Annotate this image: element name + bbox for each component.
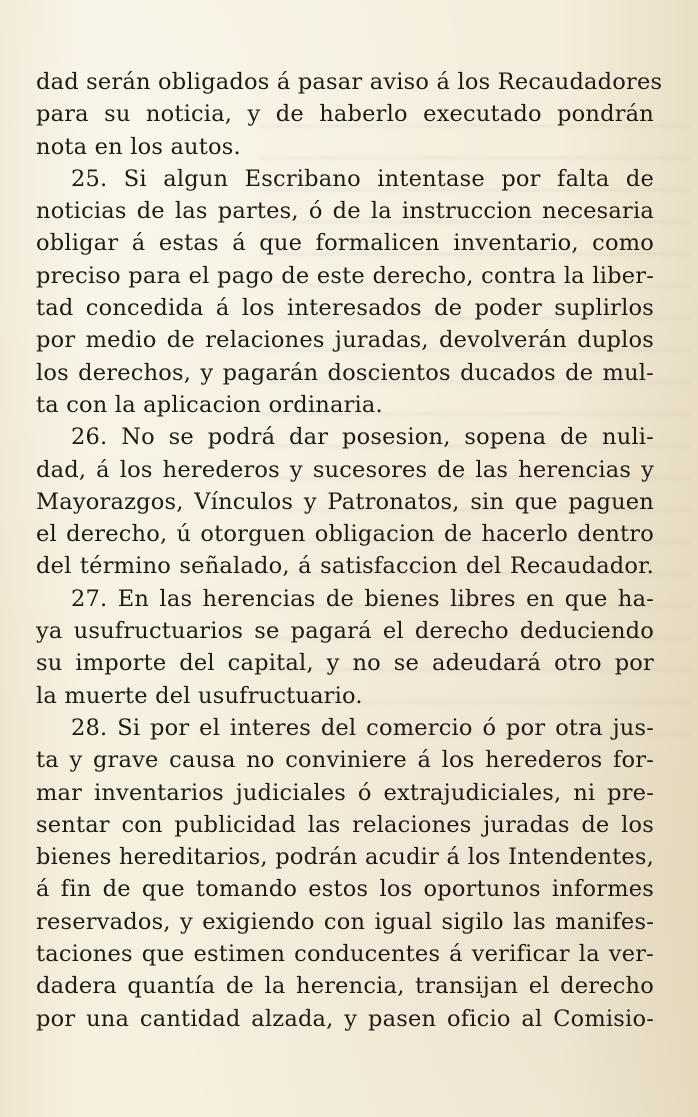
text-line: nota en los autos. xyxy=(36,133,241,160)
page-body-text xyxy=(36,66,663,1035)
text-line: del término señalado, á satisfaccion del Recaudador. xyxy=(36,553,654,580)
text-line: para su noticia, y de haberlo executado pondrán xyxy=(36,101,654,128)
text-line: taciones que estimen conducentes á verificar la ver- xyxy=(36,941,654,968)
text-line: por una cantidad alzada, y pasen oficio al Comisio- xyxy=(36,1005,654,1032)
text-line: ta y grave causa no conviniere á los herederos for- xyxy=(36,747,654,774)
text-line: ta con la aplicacion ordinaria. xyxy=(36,391,383,418)
text-line: noticias de las partes, ó de la instruccion necesaria xyxy=(36,198,654,225)
text-line: bienes hereditarios, podrán acudir á los Intendentes, xyxy=(36,844,654,871)
text-line: á fin de que tomando estos los oportunos informes xyxy=(36,876,654,903)
text-line: la muerte del usufructuario. xyxy=(36,682,363,709)
text-line: tad concedida á los interesados de poder suplirlos xyxy=(36,295,654,322)
text-line: el derecho, ú otorguen obligacion de hacerlo dentro xyxy=(36,521,654,548)
paragraph-25-first-line: 25. Si algun Escribano intentase por falta de xyxy=(71,165,654,192)
text-line: los derechos, y pagarán doscientos ducados de mul- xyxy=(36,359,654,386)
text-line: reservados, y exigiendo con igual sigilo las manifes- xyxy=(36,908,654,935)
text-line: su importe del capital, y no se adeudará otro por xyxy=(36,650,654,677)
paragraph-28-first-line: 28. Si por el interes del comercio ó por otra jus- xyxy=(71,714,654,741)
text-line: sentar con publicidad las relaciones juradas de los xyxy=(36,811,654,838)
text-line: preciso para el pago de este derecho, contra la liber- xyxy=(36,262,654,289)
text-line: dad serán obligados á pasar aviso á los Recaudadores xyxy=(36,69,663,95)
text-line: dadera quantía de la herencia, transijan el derecho xyxy=(36,973,654,1000)
text-line: Mayorazgos, Vínculos y Patronatos, sin que paguen xyxy=(36,488,654,515)
paragraph-27-first-line: 27. En las herencias de bienes libres en que ha- xyxy=(71,585,654,612)
paragraph-26-first-line: 26. No se podrá dar posesion, sopena de nuli- xyxy=(71,424,654,451)
text-line: dad, á los herederos y sucesores de las herencias y xyxy=(36,456,654,483)
text-line: mar inventarios judiciales ó extrajudiciales, ni pre- xyxy=(36,779,654,806)
text-line: por medio de relaciones juradas, devolverán duplos xyxy=(36,327,654,354)
text-line: obligar á estas á que formalicen inventario, como xyxy=(36,230,654,257)
text-line: ya usufructuarios se pagará el derecho deduciendo xyxy=(36,618,654,645)
